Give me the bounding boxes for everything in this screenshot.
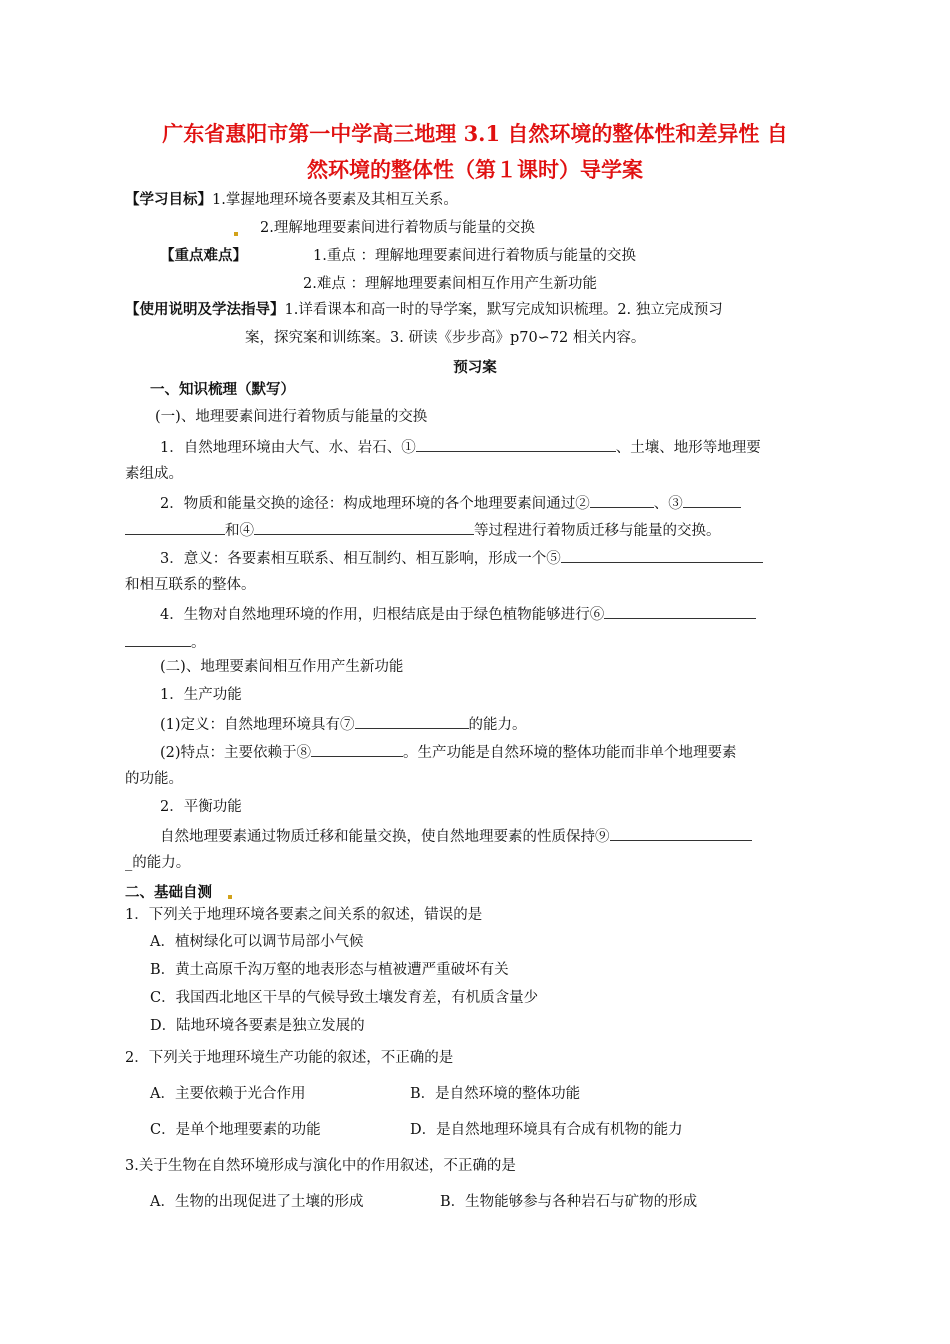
production-title: 1．生产功能 [160,687,242,703]
selftest-heading: 二、基础自测 [125,884,212,901]
question-1-option-d[interactable]: D．陆地环境各要素是独立发展的 [150,1018,365,1034]
blank-3-end[interactable] [125,519,225,535]
item-4-text: 4．生物对自然地理环境的作用，归根结底是由于绿色植物能够进行⑥ [160,607,605,623]
blank-5[interactable] [561,547,763,563]
blank-2[interactable] [590,492,654,508]
usage-line-1: 1.详看课本和高一时的导学案，默写完成知识梳理。2. 独立完成预习 [284,302,723,318]
question-2-option-a[interactable]: A．主要依赖于光合作用 [150,1086,306,1102]
subsection-2-heading: (二)、地理要素间相互作用产生新功能 [160,659,404,675]
usage-line-2: 案，探究案和训练案。3. 研读《步步高》p70∽72 相关内容。 [245,330,646,346]
blank-1[interactable] [416,436,616,452]
production-feature-end: 。生产功能是自然环境的整体功能而非单个地理要素 [403,745,737,761]
item-2-text-and: 和④ [225,523,254,539]
production-definition-text: (1)定义：自然地理环境具有⑦ [160,717,355,733]
goal-label: 【学习目标】 [125,191,212,208]
question-1-option-b[interactable]: B．黄土高原千沟万壑的地表形态与植被遭严重破坏有关 [150,962,509,978]
balance-line [160,825,752,847]
blank-7[interactable] [355,713,469,729]
decorative-dot [234,232,238,236]
key-item-1: 1.重点 ：理解地理要素间进行着物质与能量的交换 [313,248,636,264]
blank-3-start[interactable] [683,492,741,508]
question-1-option-a[interactable]: A．植树绿化可以调节局部小气候 [150,934,364,950]
key-item-2: 2.难点 ：理解地理要素间相互作用产生新功能 [303,276,597,292]
item-1-text-end: 、土壤、地形等地理要 [615,440,761,456]
item-2-line [160,492,741,514]
key-label: 【重点难点】 [160,247,247,264]
production-feature-cont: 的功能。 [125,771,183,787]
question-3: 3.关于生物在自然环境形成与演化中的作用叙述，不正确的是 [125,1158,516,1174]
production-feature [160,741,737,763]
goal-item-2: 2.理解地理要素间进行着物质与能量的交换 [260,220,535,236]
item-1-line [160,436,761,458]
document-title-line-1: 广东省惠阳市第一中学高三地理 3.1 自然环境的整体性和差异性 自 [162,121,788,146]
question-2-option-c[interactable]: C．是单个地理要素的功能 [150,1122,321,1138]
blank-9[interactable] [610,825,752,841]
item-3-text: 3．意义：各要素相互联系、相互制约、相互影响，形成一个⑤ [160,551,561,567]
item-1-cont: 素组成。 [125,466,183,482]
item-2-text: 2．物质和能量交换的途径：构成地理环境的各个地理要素间通过② [160,496,590,512]
question-2: 2．下列关于地理环境生产功能的叙述，不正确的是 [125,1050,454,1066]
goal-item-1: 1.掌握地理环境各要素及其相互关系。 [212,192,458,208]
item-4-line [160,603,756,625]
question-1: 1．下列关于地理环境各要素之间关系的叙述，错误的是 [125,907,483,923]
question-2-option-b[interactable]: B．是自然环境的整体功能 [410,1086,581,1102]
question-3-option-a[interactable]: A．生物的出现促进了土壤的形成 [150,1194,364,1210]
item-2-text-end: 等过程进行着物质迁移与能量的交换。 [474,523,721,539]
blank-4[interactable] [254,519,474,535]
item-2-text-mid: 、③ [653,496,683,512]
question-3-option-b[interactable]: B．生物能够参与各种岩石与矿物的形成 [440,1194,698,1210]
blank-8[interactable] [311,741,403,757]
item-4-text-end: 。 [191,635,206,651]
question-2-option-d[interactable]: D．是自然地理环境具有合成有机物的能力 [410,1122,683,1138]
usage-guide [125,300,723,320]
item-3-line [160,547,763,569]
item-4-cont [125,631,206,653]
question-1-option-c[interactable]: C．我国西北地区干旱的气候导致土壤发育差，有机质含量少 [150,990,539,1006]
balance-text: 自然地理要素通过物质迁移和能量交换，使自然地理要素的性质保持⑨ [160,829,610,845]
blank-6-start[interactable] [604,603,756,619]
item-3-cont: 和相互联系的整体。 [125,577,256,593]
document-title-line-2: 然环境的整体性（第１课时）导学案 [307,157,643,182]
production-definition-end: 的能力。 [468,717,527,733]
balance-title: 2．平衡功能 [160,799,242,815]
balance-cont: _的能力。 [125,855,191,871]
item-1-text: 1．自然地理环境由大气、水、岩石、① [160,440,416,456]
section-knowledge-heading: 一、知识梳理（默写） [150,381,295,398]
production-definition [160,713,527,735]
preview-title: 预习案 [453,359,497,376]
key-points [160,246,247,266]
subsection-1-heading: (一)、地理要素间进行着物质与能量的交换 [155,409,428,425]
blank-6-end[interactable] [125,631,191,647]
usage-label: 【使用说明及学法指导】 [125,301,285,318]
production-feature-text: (2)特点：主要依赖于⑧ [160,745,312,761]
item-2-cont [125,519,721,541]
learning-goals [125,190,458,210]
decorative-dot [228,895,232,899]
